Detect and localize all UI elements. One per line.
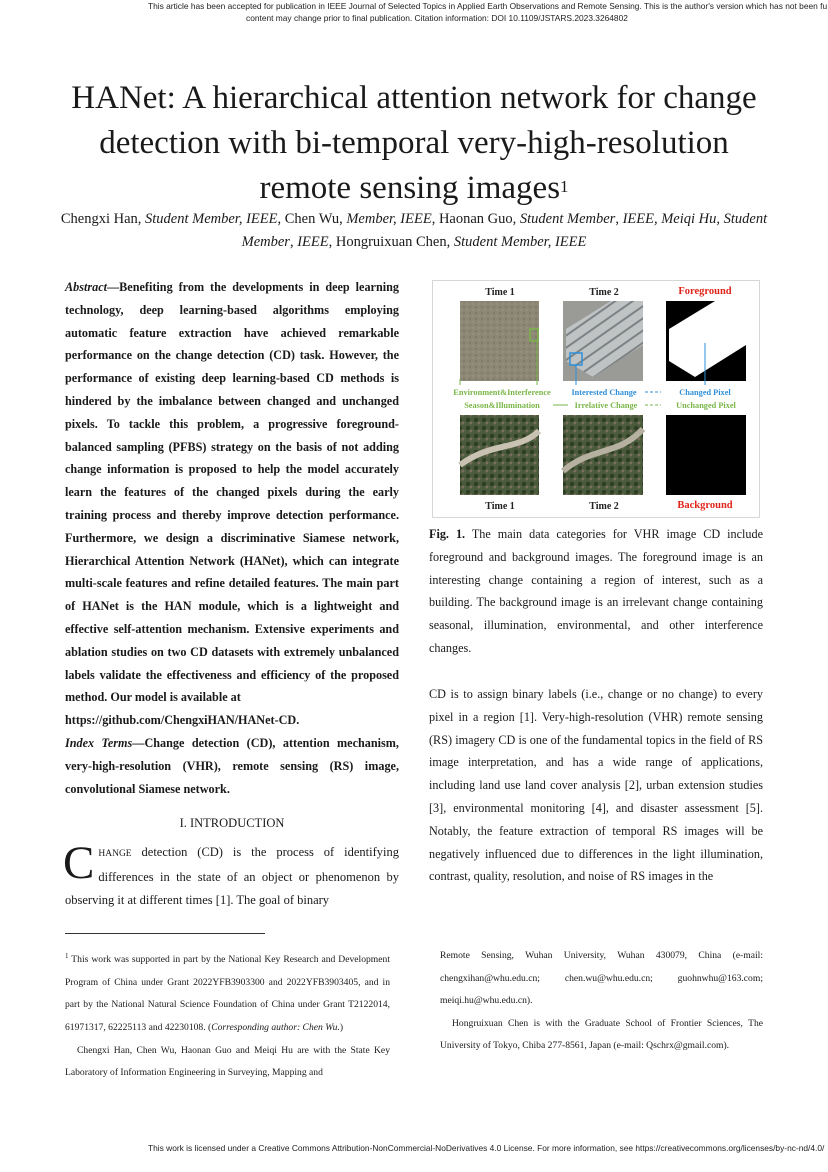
figure-caption	[429, 523, 763, 660]
label-foreground: Foreground	[678, 286, 732, 297]
label-season-illumination: Season&Illumination	[464, 401, 540, 410]
label-time1-bottom: Time 1	[485, 501, 515, 512]
label-unchanged-pixel: Unchanged Pixel	[676, 401, 736, 410]
footnote-right: Remote Sensing, Wuhan University, Wuhan 430079, China (e-mail: chengxihan@whu.edu.cn; chen.wu@whu.edu.cn; guohnwhu@163.com; meiqi.hu@whu.edu.cn). Hongruixuan Chen is with the Graduate School of Frontier Sciences, The University of Tokyo, Chiba 277-8561, Japan (e-mail: Qschrx@gmail.com).	[440, 950, 763, 1052]
background-mask	[666, 415, 746, 495]
license-footer: This work is licensed under a Creative Commons Attribution-NonCommercial-NoDerivatives 4.0 License. For more information, see https://creativecommons.org/licenses/by-nc-nd/4.0/	[148, 1143, 825, 1153]
caption-text: The main data categories for VHR image CD include foreground and background images. The foreground image is an interesting change containing a region of interest, such as a building. The background image is an irrelevant change containing seasonal, illumination, environmental, and other interference changes.	[429, 527, 763, 655]
abstract-url[interactable]: https://github.com/ChengxiHAN/HANet-CD.	[65, 713, 300, 728]
intro-paragraph: CHANGE detection (CD) is the process of identifying differences in the state of an object or phenomenon by observing it at different times [1]. The goal of binary	[63, 837, 399, 908]
author-list: Chengxi Han, Student Member, IEEE, Chen Wu, Member, IEEE, Haonan Guo, Student Member, IEEE, Meiqi Hu, Student Member, IEEE, Hongruixuan Chen, Student Member, IEEE	[60, 211, 768, 250]
banner-line-2: content may change prior to final publication. Citation information: DOI 10.1109/JSTARS.2023.3264802	[246, 13, 628, 23]
index-terms: Index Terms—Change detection (CD), attention mechanism, very-high-resolution (VHR), remote sensing (RS) image, convolutional Siamese network.	[65, 735, 399, 796]
left-column	[65, 276, 399, 912]
section-heading: I. INTRODUCTION	[179, 816, 285, 831]
index-terms-text: Change detection (CD), attention mechanism, very-high-resolution (VHR), remote sensing (RS) image, convolutional Siamese network.	[65, 735, 399, 796]
label-time2-bottom: Time 2	[589, 501, 619, 512]
image-time2-background	[563, 415, 643, 495]
body-paragraph: CD is to assign binary labels (i.e., change or no change) to every pixel in a region [1]. Very-high-resolution (VHR) remote sensing (RS) imagery CD is one of the fundamental topics in the field of RS image interpretation, and has a wide range of applications, including land use land cover analysis [2], urban extension studies [3], environmental monitoring [4], and disaster assessment [5]. Notably, the feature extraction of temporal RS images will be negatively influenced due to differences in the light illumination, contrast, quality, resolution, and noise of RS images in the	[429, 687, 763, 884]
footnote-left: $^1$ This work was supported in part by the National Key Research and Development Program of China under Grant 2022YFB3903300 and 2022YFB3903405, and in part by the National Natural Science Foundation of China under Grant T2122014, 61971317, 62225113 and 42230108. (Corresponding author: Chen Wu.) Chengxi Han, Chen Wu, Haonan Guo and Meiqi Hu are with the State Key Laboratory of Information Engineering in Surveying, Mapping and	[65, 952, 390, 1079]
title-footnote-mark: 1	[560, 177, 569, 196]
abstract: Abstract—Benefiting from the developments in deep learning technology, deep learning-based algorithms employing automatic feature extraction have achieved remarkable performance on the change detection (CD) task. However, the performance of existing deep learning-based CD methods is hindered by the imbalance between changed and unchanged pixels. To tackle this problem, a progressive foreground-balanced sampling (PFBS) strategy on the basis of not adding change information is proposed to help the model accurately learn the features of the changed pixels during the early training process and thereby improve detection performance. Furthermore, we design a discriminative Siamese network, Hierarchical Attention Network (HANet), which can integrate multi-scale features and refine detailed features. The main part of HANet is the HAN module, which is a lightweight and effective self-attention mechanism. Extensive experiments and ablation studies on two CD datasets with extremely unbalanced labels validate the effectiveness and efficiency of the proposed method. Our model is available at https://github.com/ChengxiHAN/HANet-CD.	[65, 280, 399, 728]
index-terms-label: Index Terms	[65, 735, 133, 750]
footnote-mark: 1	[65, 952, 69, 960]
label-interested-change: Interested Change	[571, 388, 637, 397]
banner-line-1: This article has been accepted for publication in IEEE Journal of Selected Topics in Applied Earth Observations and Remote Sensing. This is the author's version which has not been fu	[148, 1, 828, 11]
abstract-label: Abstract	[65, 280, 107, 294]
paper-title	[0, 76, 828, 211]
image-time1-foreground	[460, 301, 539, 381]
abstract-text: Benefiting from the developments in deep learning technology, deep learning-based algorithms employing automatic feature extraction have achieved remarkable performance on the change detection (CD) task. However, the performance of existing deep learning-based CD methods is hindered by the imbalance between changed and unchanged pixels. To tackle this problem, a progressive foreground-balanced sampling (PFBS) strategy on the basis of not adding change information is proposed to help the model accurately learn the features of the changed pixels during the early training process and thereby improve detection performance. Furthermore, we design a discriminative Siamese network, Hierarchical Attention Network (HANet), which can integrate multi-scale features and refine detailed features. The main part of HANet is the HAN module, which is a lightweight and effective self-attention mechanism. Extensive experiments and ablation studies on two CD datasets with extremely unbalanced labels validate the effectiveness and efficiency of the proposed method. Our model is available at	[65, 280, 399, 705]
title-line-1: HANet: A hierarchical attention network for change	[71, 80, 757, 116]
footnote-rule	[65, 933, 265, 934]
label-time1-top: Time 1	[485, 287, 515, 298]
label-env-interference: Environment&Interference	[453, 388, 551, 397]
label-background: Background	[677, 500, 733, 511]
label-changed-pixel: Changed Pixel	[679, 388, 731, 397]
caption-label: Fig. 1.	[429, 527, 466, 541]
figure-1	[432, 280, 760, 518]
label-time2-top: Time 2	[589, 287, 619, 298]
title-line-3: remote sensing images$^1$	[259, 170, 569, 206]
label-irrelative-change: Irrelative Change	[574, 401, 638, 410]
drop-cap: C	[63, 837, 95, 890]
title-line-2: detection with bi-temporal very-high-resolution	[99, 125, 729, 161]
